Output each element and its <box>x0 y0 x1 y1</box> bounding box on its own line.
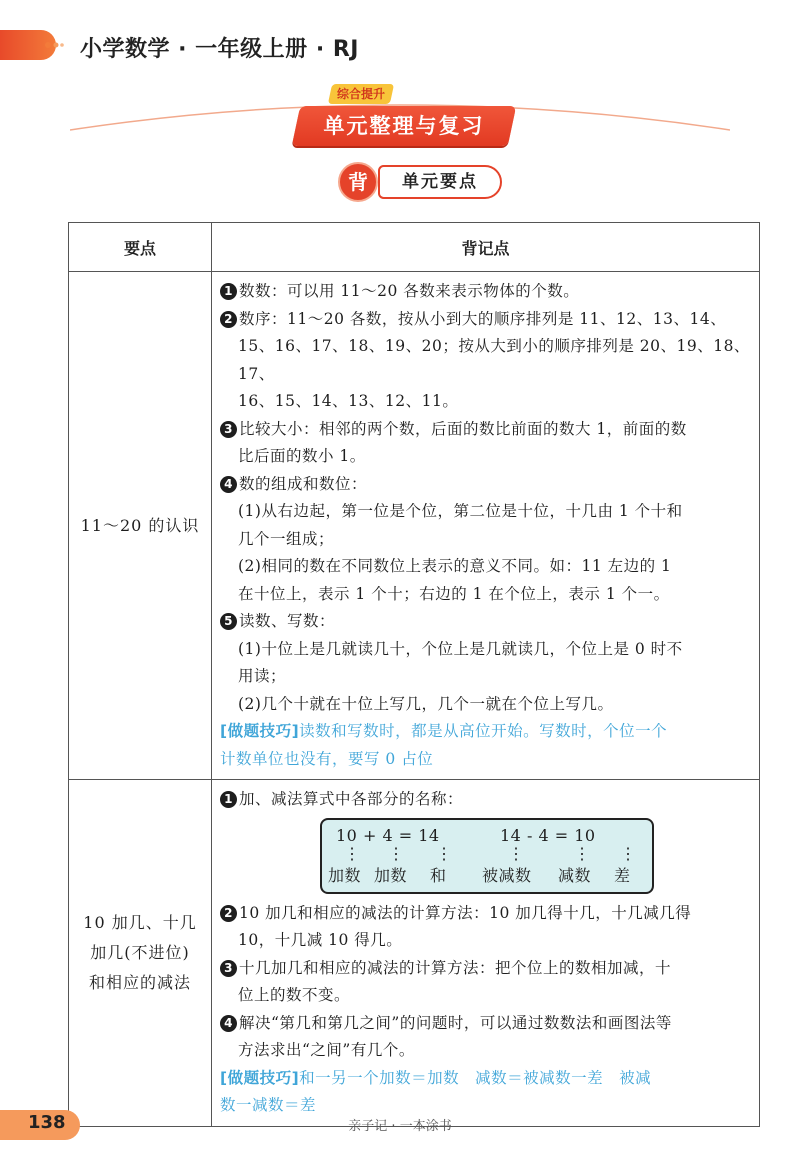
number-icon: 2 <box>220 311 237 328</box>
number-icon: 3 <box>220 960 237 977</box>
row2-key: 10 加几、十几 加几(不进位) 和相应的减法 <box>69 780 212 1127</box>
number-icon: 5 <box>220 613 237 630</box>
row1-content: 1 数数：可以用 11～20 各数来表示物体的个数。 2 数序：11～20 各数，按从小到大的顺序排列是 11、12、13、14、 15、16、17、18、19、20；按从大到小的顺序排列是 20、19、18、17、 16、15、14、13、12、11。 3 比较大小：相邻的两个数，后面的数比前面的数大 1，前面的数 比后面的数小 1。 4 数的组成和数位： (1)从右边起，第一位是个位，第二位是十位，十几由 1 个十和 几个一组成； (2)相同的数在不同数位上表示的意义不同。如：11 左边的 1 在十位上，表示 1 个十；右边的 1 在个位上，表示 1 个一。 5 读数、写数： (1)十位上是几就读几十，个位上是几就读几，个位上是 0 时不 用读； (2)几个十就在十位上写几，几个一就在个位上写几。 [做题技巧]读数和写数时，都是从高位开始。写数时，个位一个 计数单位也没有，要写 0 占位 <box>212 272 760 780</box>
table-row <box>69 272 760 780</box>
label-sum: 和 <box>430 865 447 885</box>
section-badge <box>338 162 508 202</box>
label-addend-2: 加数 <box>374 865 408 885</box>
page-number-tab: 138 <box>0 1110 80 1140</box>
banner-small-tag: 综合提升 <box>328 84 394 104</box>
banner-main-title: 单元整理与复习 <box>292 106 517 146</box>
table-header-row <box>69 223 760 272</box>
footer-text: 亲子记 · 一本涂书 <box>348 1119 452 1134</box>
header-key: 要点 <box>69 223 212 272</box>
badge-circle: 背 <box>338 162 378 202</box>
label-minuend: 被减数 <box>482 865 532 885</box>
table-row <box>69 780 760 1127</box>
number-icon: 4 <box>220 476 237 493</box>
review-table <box>68 222 760 1127</box>
number-icon: 1 <box>220 791 237 808</box>
number-icon: 4 <box>220 1015 237 1032</box>
label-subtrahend: 减数 <box>558 865 592 885</box>
tip-line: [做题技巧]和一另一个加数＝加数 减数＝被减数一差 被减 <box>220 1068 652 1087</box>
number-icon: 2 <box>220 905 237 922</box>
book-title: 小学数学 · 一年级上册 · RJ <box>80 37 359 62</box>
formula-addition: 10 + 4 = 14 <box>336 825 440 845</box>
header-dots-decoration <box>44 39 64 51</box>
row2-content: 1 加、减法算式中各部分的名称： 10 + 4 = 14 14 - 4 = 10 ⋮ ⋮ ⋮ ⋮ ⋮ ⋮ 加数 加数 和 被减数 减数 差 2 10 加几和相应的减法的计算方法：10 加几得十几，十几减几得 10，十几减 10 得几。 3 十几加几和相应的减法的计算方法：把个位上的数相加减，十 位上的数不变。 4 解决“第几和第几之间”的问题时，可以通过数数法和画图法等 方法求出“之间”有几个。 [做题技巧]和一另一个加数＝加数 减数＝被减数一差 被减 数一减数＝差 <box>212 780 760 1127</box>
label-difference: 差 <box>614 865 631 885</box>
label-addend-1: 加数 <box>328 865 362 885</box>
formula-box: 10 + 4 = 14 14 - 4 = 10 ⋮ ⋮ ⋮ ⋮ ⋮ ⋮ 加数 加数 和 被减数 减数 差 <box>320 818 654 894</box>
row1-key: 11～20 的认识 <box>69 272 212 780</box>
tip-line: [做题技巧]读数和写数时，都是从高位开始。写数时，个位一个 <box>220 722 668 740</box>
number-icon: 3 <box>220 421 237 438</box>
formula-subtraction: 14 - 4 = 10 <box>500 825 596 845</box>
number-icon: 1 <box>220 283 237 300</box>
header-content: 背记点 <box>212 223 760 272</box>
section-label: 单元要点 <box>378 165 502 199</box>
